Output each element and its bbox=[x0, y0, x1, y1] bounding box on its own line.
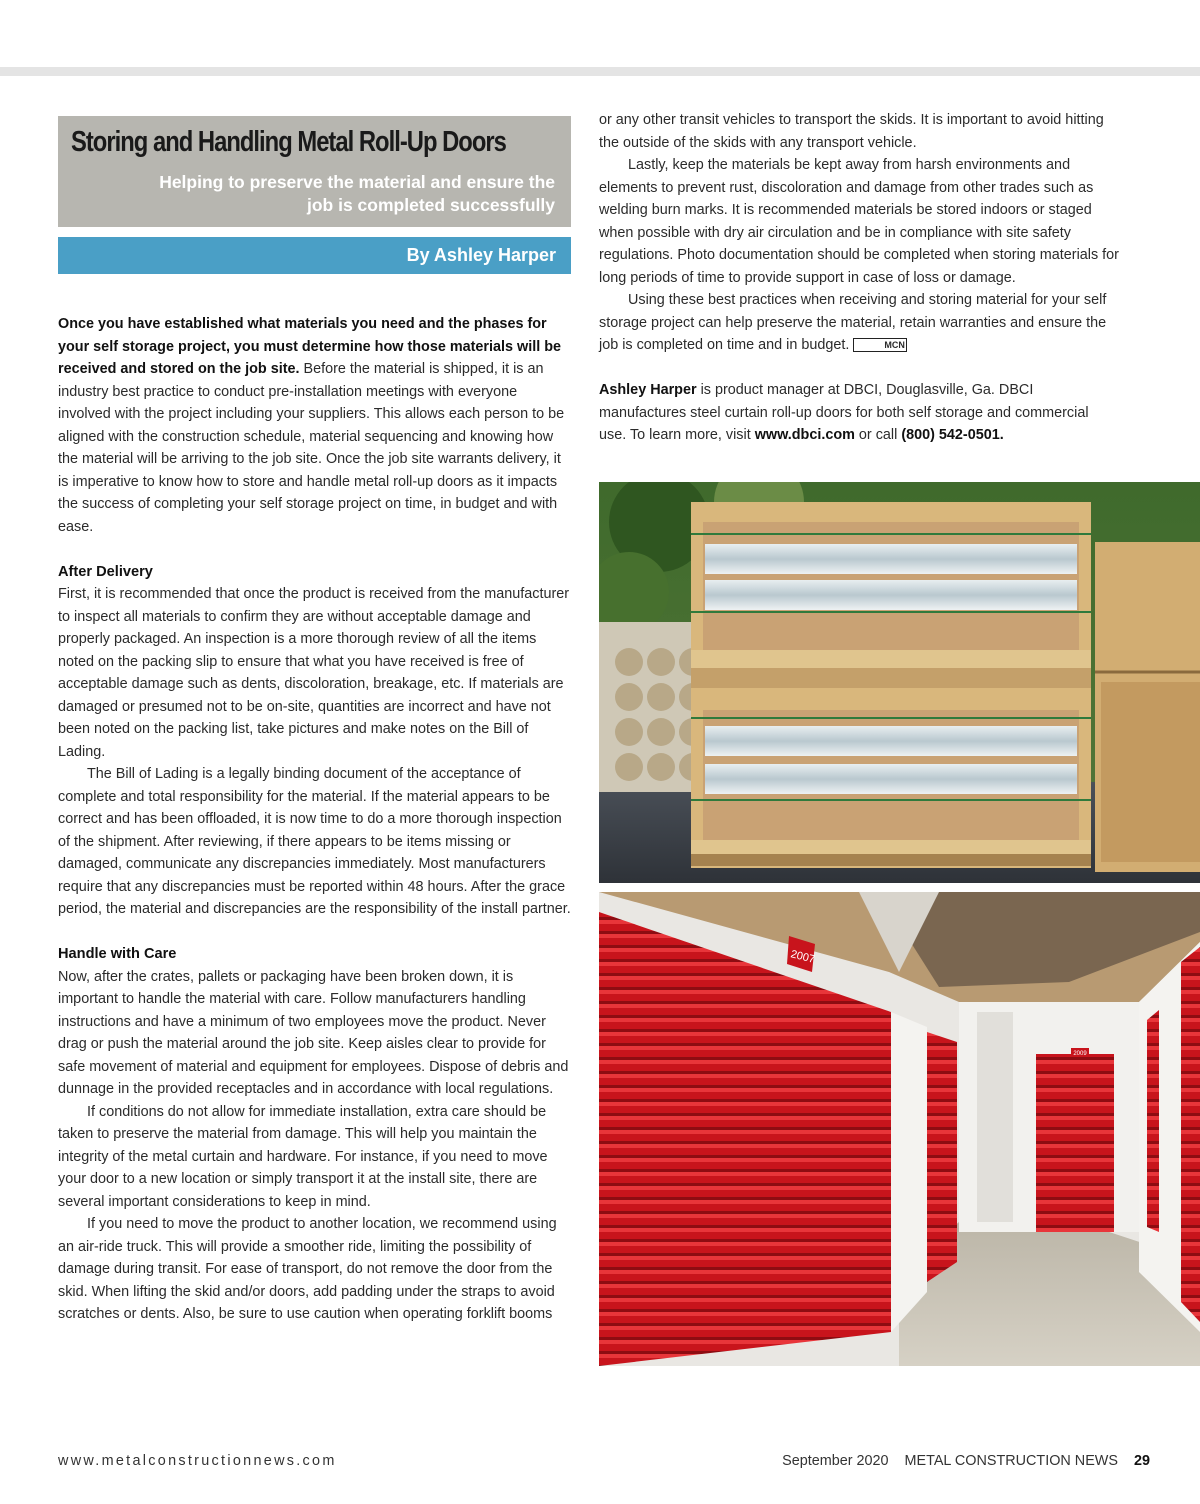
body-paragraph: or any other transit vehicles to transport the skids. It is important to avoid hitting the outside of the skids with any transport vehicle. bbox=[599, 112, 1104, 151]
footer-date: September 2020 bbox=[782, 1453, 889, 1469]
footer-url: www.metalconstructionnews.com bbox=[58, 1453, 337, 1469]
right-column bbox=[599, 109, 1119, 447]
footer-info bbox=[782, 1453, 1150, 1469]
section-heading-handle-with-care: Handle with Care bbox=[58, 946, 177, 962]
article-header bbox=[58, 116, 571, 227]
body-paragraph: The Bill of Lading is a legally binding document of the acceptance of complete and total responsibility for the material. If the material appears to be correct and has been offloaded, it is now time to do a more thorough inspection of the shipment. After reviewing, if there appears to be items missing or damaged, communicate any discrepancies immediately. Most manufacturers require that any discrepancies must be reported within 48 hours. After the grace period, the material and discrepancies are the responsibility of the install partner. bbox=[58, 766, 571, 917]
body-paragraph: If conditions do not allow for immediate installation, extra care should be taken to preserve the material from damage. This will help you maintain the integrity of the metal curtain and hardware. For instance, if you need to move your door to a new location or simply transport it at the install site, there are several important considerations to keep in mind. bbox=[58, 1103, 548, 1210]
bio-mid-text: or call bbox=[854, 427, 902, 443]
article-title: Storing and Handling Metal Roll-Up Doors bbox=[71, 126, 506, 158]
lead-body-text: Before the material is shipped, it is an industry best practice to conduct pre-installation meetings with everyone involved with the project including your suppliers. This allows each person to be aligned with the construction schedule, material sequencing and knowing how the material will be arriving to the job site. Once the job site warrants delivery, it is imperative to know how to store and handle metal roll-up doors as it impacts the success of completing your self storage project on time, in budget and with ease. bbox=[58, 361, 565, 535]
unit-number-front: 2007 bbox=[789, 948, 817, 966]
bio-text: is product manager at DBCI, Douglasville, Ga. DBCI manufactures steel curtain roll-up doors for both self storage and commercial use. To learn more, visit bbox=[599, 382, 1089, 443]
bio-url-link[interactable]: www.dbci.com bbox=[754, 427, 855, 443]
lead-paragraph bbox=[58, 313, 573, 538]
author-bio bbox=[599, 379, 1119, 447]
page-number: 29 bbox=[1133, 1453, 1150, 1469]
footer-publication: METAL CONSTRUCTION NEWS bbox=[904, 1453, 1118, 1469]
bio-name: Ashley Harper bbox=[599, 382, 697, 398]
photo-door-crates bbox=[599, 482, 1200, 883]
unit-number-back: 2009 bbox=[1073, 1051, 1087, 1057]
body-paragraph bbox=[599, 289, 1119, 357]
byline: By Ashley Harper bbox=[406, 245, 556, 265]
body-paragraph: Now, after the crates, pallets or packaging have been broken down, it is important to handle the material with care. Follow manufacturers handling instructions and have a minimum of two employees move the product. Never drag or push the material around the job site. Keep aisles clear to provide for safe movement of material and equipment for employees. Dispose of debris and dunnage in the provided receptacles and in accordance with local regulations. bbox=[58, 968, 569, 1097]
photo-storage-hallway bbox=[599, 892, 1200, 1366]
body-paragraph: Lastly, keep the materials be kept away from harsh environments and elements to prevent rust, discoloration and damage from other trades such as welding burn marks. It is recommended materials be stored indoors or staged when possible with dry air circulation and be in compliance with site safety regulations. Photo documentation should be completed when storing materials for long periods of time to provide support in case of loss or damage. bbox=[599, 157, 1119, 286]
lead-bold-text: Once you have established what materials you need and the phases for your self storage project, you must determine how those materials will be received and stored on the job site. bbox=[58, 316, 561, 377]
article-subtitle: Helping to preserve the material and ensure the job is completed successfully bbox=[159, 172, 555, 215]
left-column bbox=[58, 313, 573, 1326]
bio-phone: (800) 542-0501. bbox=[901, 427, 1004, 443]
section-heading-after-delivery: After Delivery bbox=[58, 563, 153, 580]
top-rule bbox=[0, 67, 1200, 76]
byline-bar bbox=[58, 237, 571, 274]
body-paragraph: First, it is recommended that once the product is received from the manufacturer to inspect all materials to confirm they are without acceptable damage and properly packaged. An inspection is a more thorough review of all the items noted on the packing slip to ensure that what you have received is free of acceptable damage such as dents, discoloration, breakage, etc. If materials are damaged or presumed not to be on-site, quantities are incorrect and have not been noted on the packing list, take pictures and make notes on the Bill of Lading. bbox=[58, 586, 570, 760]
body-paragraph: If you need to move the product to another location, we recommend using an air-ride truck. This will provide a smoother ride, limiting the possibility of damage during transit. For ease of transport, do not remove the door from the skid. When lifting the skid and/or doors, add padding under the straps to avoid scratches or dents. Also, be sure to use caution when operating forklift booms bbox=[58, 1216, 557, 1322]
closing-text: Using these best practices when receiving and storing material for your self storage project can help preserve the material, retain warranties and ensure the job is completed on time and in budget. bbox=[599, 292, 1107, 353]
end-mark-icon: MCN bbox=[853, 338, 907, 352]
